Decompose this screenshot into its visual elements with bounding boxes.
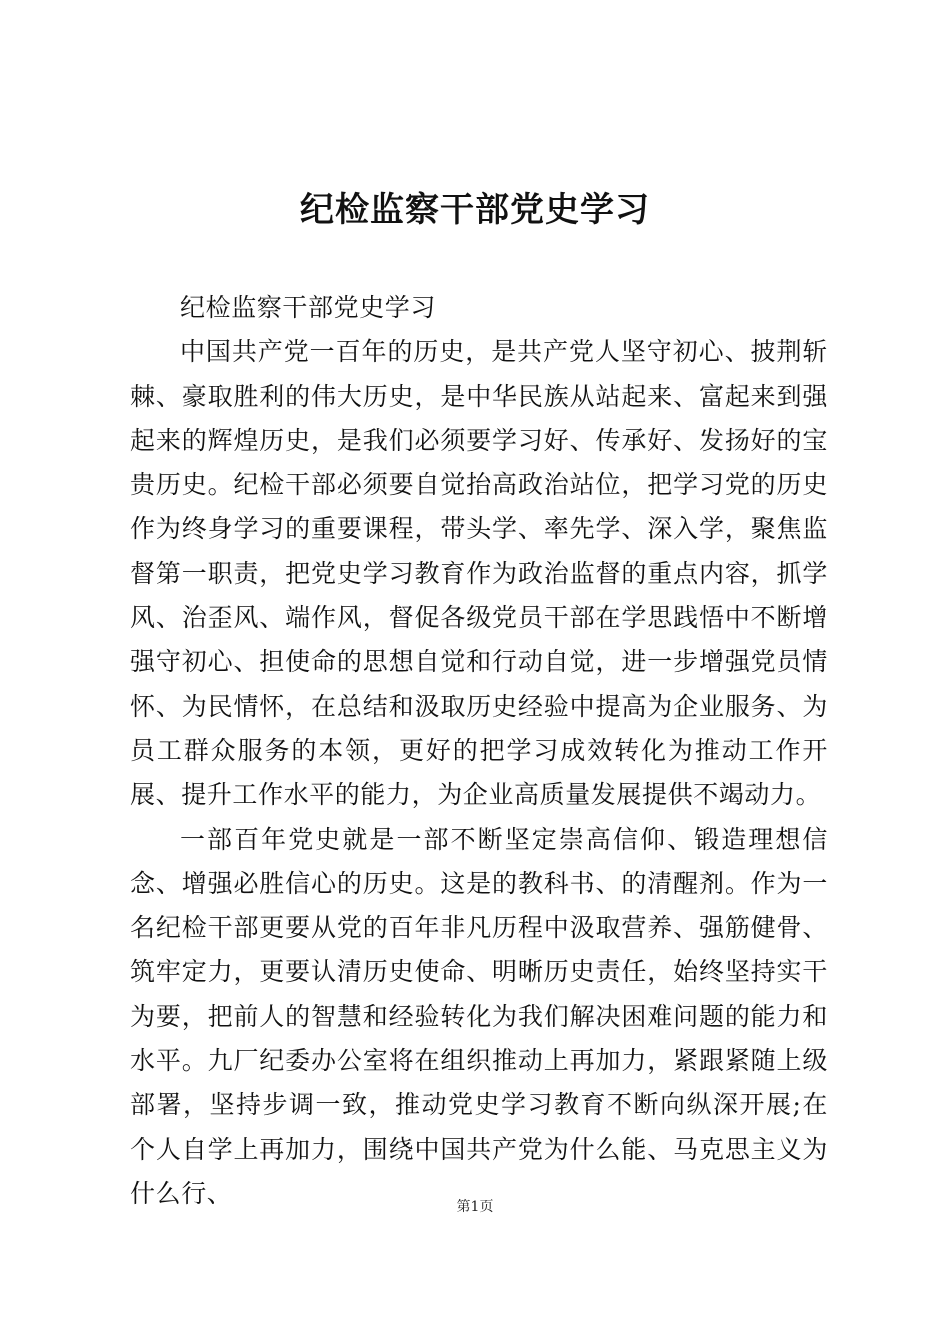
document-body bbox=[130, 286, 828, 1216]
document-title: 纪检监察干部党史学习 bbox=[300, 190, 650, 230]
page-number: 第1页 bbox=[456, 1199, 494, 1215]
paragraph: 一部百年党史就是一部不断坚定崇高信仰、锻造理想信念、增强必胜信心的历史。这是的教科书、的清醒剂。作为一名纪检干部更要从党的百年非凡历程中汲取营养、强筋健骨、筑牢定力，更要认清历史使命、明晰历史责任，始终坚持实干为要，把前人的智慧和经验转化为我们解决困难问题的能力和水平。九厂纪委办公室将在组织推动上再加力，紧跟紧随上级部署，坚持步调一致，推动党史学习教育不断向纵深开展;在个人自学上再加力，围绕中国共产党为什么能、马克思主义为什么行、 bbox=[130, 824, 828, 1208]
paragraph-heading: 纪检监察干部党史学习 bbox=[180, 293, 437, 322]
paragraph: 中国共产党一百年的历史，是共产党人坚守初心、披荆斩棘、豪取胜利的伟大历史，是中华民族从站起来、富起来到强起来的辉煌历史，是我们必须要学习好、传承好、发扬好的宝贵历史。纪检干部必须要自觉抬高政治站位，把学习党的历史作为终身学习的重要课程，带头学、率先学、深入学，聚焦监督第一职责，把党史学习教育作为政治监督的重点内容，抓学风、治歪风、端作风，督促各级党员干部在学思践悟中不断增强守初心、担使命的思想自觉和行动自觉，进一步增强党员情怀、为民情怀，在总结和汲取历史经验中提高为企业服务、为员工群众服务的本领，更好的把学习成效转化为推动工作开展、提升工作水平的能力，为企业高质量发展提供不竭动力。 bbox=[130, 337, 828, 810]
